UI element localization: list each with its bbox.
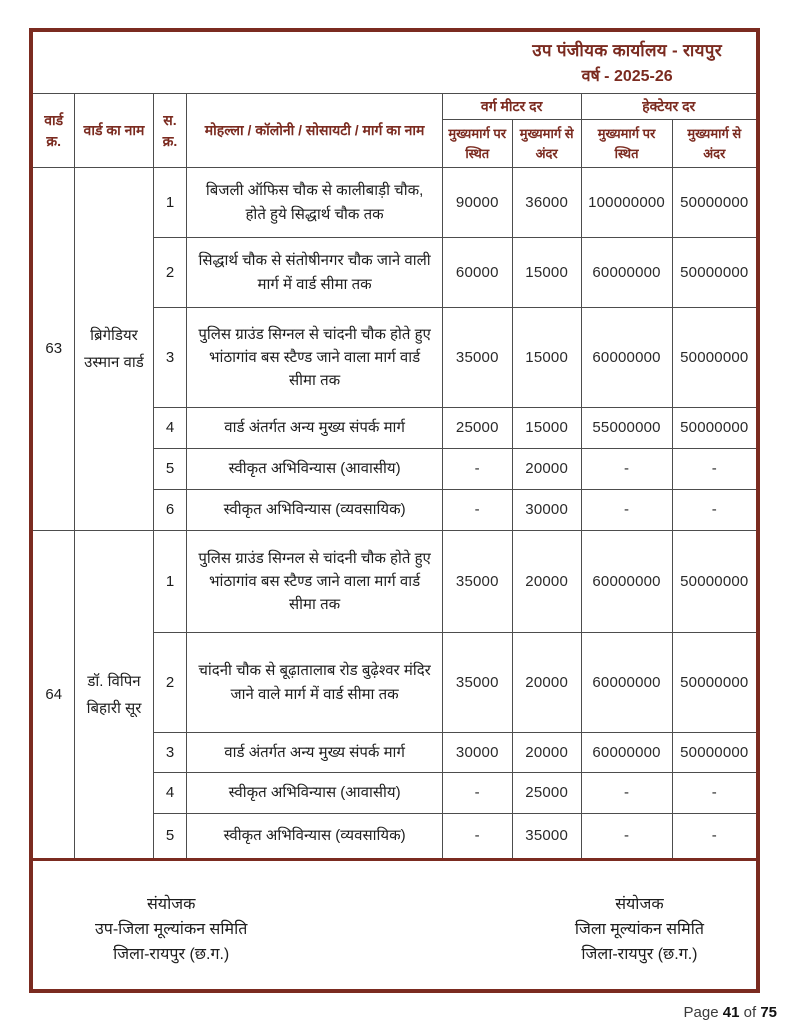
serial-no: 2 <box>153 238 187 308</box>
page-border-frame <box>29 28 760 993</box>
page-current: 41 <box>722 1004 740 1021</box>
year-label: वर्ष - 2025-26 <box>581 68 673 85</box>
sqm-main-rate: 35000 <box>442 531 512 633</box>
signature-right-title: संयोजक <box>615 896 664 913</box>
road-name: चांदनी चौक से बूढ़ातालाब रोड बुढ़ेश्वर मंदिर जाने वाले मार्ग में वार्ड सीमा तक <box>187 633 442 733</box>
serial-no: 3 <box>153 308 187 408</box>
rates-table <box>33 93 756 861</box>
hect-main-rate: - <box>581 773 672 814</box>
hect-inner-rate: 50000000 <box>672 733 756 773</box>
sqm-inner-rate: 35000 <box>512 814 581 860</box>
signature-left-title: संयोजक <box>146 896 196 913</box>
sqm-inner-rate: 20000 <box>512 449 581 490</box>
hect-inner-rate: - <box>672 490 756 531</box>
serial-no: 3 <box>153 733 187 773</box>
sqm-main-rate: 60000 <box>442 238 512 308</box>
sqm-inner-rate: 15000 <box>512 238 581 308</box>
hect-inner-rate: - <box>672 773 756 814</box>
road-name: वार्ड अंतर्गत अन्य मुख्य संपर्क मार्ग <box>187 733 442 773</box>
signature-right-committee: जिला मूल्यांकन समिति <box>574 920 704 938</box>
hect-main-rate: 60000000 <box>581 531 672 633</box>
sqm-main-rate: 35000 <box>442 633 512 733</box>
road-name: सिद्धार्थ चौक से संतोषीनगर चौक जाने वाली मार्ग में वार्ड सीमा तक <box>187 238 442 308</box>
sqm-main-rate: - <box>442 814 512 860</box>
document-header <box>532 38 722 86</box>
sqm-inner-rate: 20000 <box>512 531 581 633</box>
serial-no: 1 <box>153 531 187 633</box>
serial-no: 2 <box>153 633 187 733</box>
signature-section <box>33 893 756 967</box>
hect-inner-rate: 50000000 <box>672 238 756 308</box>
serial-no: 5 <box>153 449 187 490</box>
serial-no: 4 <box>153 773 187 814</box>
col-header-ward-name: वार्ड का नाम <box>75 94 153 168</box>
col-header-hectare-rate: हेक्टेयर दर <box>581 94 756 120</box>
hect-main-rate: - <box>581 449 672 490</box>
sqm-inner-rate: 25000 <box>512 773 581 814</box>
table-row <box>33 168 756 238</box>
table-row <box>33 531 756 633</box>
hect-main-rate: - <box>581 490 672 531</box>
hect-inner-rate: 50000000 <box>672 633 756 733</box>
col-header-ward-no: वार्ड क्र. <box>33 94 75 168</box>
signature-left <box>95 893 247 967</box>
subheader-hect-inner: मुख्यमार्ग से अंदर <box>672 120 756 168</box>
sqm-main-rate: - <box>442 773 512 814</box>
sqm-main-rate: 35000 <box>442 308 512 408</box>
hect-inner-rate: - <box>672 449 756 490</box>
road-name: बिजली ऑफिस चौक से कालीबाड़ी चौक, होते हुये सिद्धार्थ चौक तक <box>187 168 442 238</box>
sqm-main-rate: 30000 <box>442 733 512 773</box>
sqm-inner-rate: 20000 <box>512 633 581 733</box>
subheader-sqm-inner: मुख्यमार्ग से अंदर <box>512 120 581 168</box>
road-name: स्वीकृत अभिविन्यास (व्यवसायिक) <box>187 814 442 860</box>
office-title: उप पंजीयक कार्यालय - रायपुर <box>532 41 722 60</box>
ward-name: डॉ. विपिन बिहारी सूर <box>75 531 153 860</box>
col-header-sqm-rate: वर्ग मीटर दर <box>442 94 581 120</box>
hect-inner-rate: 50000000 <box>672 531 756 633</box>
serial-no: 1 <box>153 168 187 238</box>
sqm-main-rate: 25000 <box>442 408 512 449</box>
ward-number: 64 <box>33 531 75 860</box>
hect-main-rate: 60000000 <box>581 733 672 773</box>
sqm-main-rate: 90000 <box>442 168 512 238</box>
page-prefix: Page <box>683 1004 719 1021</box>
sqm-main-rate: - <box>442 490 512 531</box>
signature-right <box>575 893 704 967</box>
road-name: वार्ड अंतर्गत अन्य मुख्य संपर्क मार्ग <box>187 408 442 449</box>
sqm-main-rate: - <box>442 449 512 490</box>
sqm-inner-rate: 20000 <box>512 733 581 773</box>
col-header-serial: स. क्र. <box>153 94 187 168</box>
hect-main-rate: 60000000 <box>581 308 672 408</box>
ward-number: 63 <box>33 168 75 531</box>
page-total: 75 <box>760 1004 777 1021</box>
sqm-inner-rate: 30000 <box>512 490 581 531</box>
hect-main-rate: 60000000 <box>581 633 672 733</box>
hect-main-rate: 60000000 <box>581 238 672 308</box>
signature-left-committee: उप-जिला मूल्यांकन समिति <box>95 920 248 938</box>
subheader-hect-on-main: मुख्यमार्ग पर स्थित <box>581 120 672 168</box>
serial-no: 4 <box>153 408 187 449</box>
road-name: पुलिस ग्राउंड सिग्नल से चांदनी चौक होते हुए भांठागांव बस स्टैण्ड जाने वाला मार्ग वार्ड सीमा तक <box>187 308 442 408</box>
hect-inner-rate: 50000000 <box>672 308 756 408</box>
signature-right-district: जिला-रायपुर (छ.ग.) <box>581 945 698 963</box>
hect-inner-rate: - <box>672 814 756 860</box>
hect-main-rate: 100000000 <box>581 168 672 238</box>
road-name: स्वीकृत अभिविन्यास (आवासीय) <box>187 449 442 490</box>
road-name: स्वीकृत अभिविन्यास (आवासीय) <box>187 773 442 814</box>
page-number <box>684 1004 777 1021</box>
hect-main-rate: 55000000 <box>581 408 672 449</box>
ward-name: ब्रिगेडियर उस्मान वार्ड <box>75 168 153 531</box>
page-of: of <box>743 1004 757 1021</box>
col-header-road-name: मोहल्ला / कॉलोनी / सोसायटी / मार्ग का नाम <box>187 94 442 168</box>
subheader-sqm-on-main: मुख्यमार्ग पर स्थित <box>442 120 512 168</box>
road-name: स्वीकृत अभिविन्यास (व्यवसायिक) <box>187 490 442 531</box>
serial-no: 5 <box>153 814 187 860</box>
sqm-inner-rate: 15000 <box>512 408 581 449</box>
serial-no: 6 <box>153 490 187 531</box>
hect-main-rate: - <box>581 814 672 860</box>
hect-inner-rate: 50000000 <box>672 408 756 449</box>
sqm-inner-rate: 36000 <box>512 168 581 238</box>
signature-left-district: जिला-रायपुर (छ.ग.) <box>113 945 230 963</box>
hect-inner-rate: 50000000 <box>672 168 756 238</box>
road-name: पुलिस ग्राउंड सिग्नल से चांदनी चौक होते हुए भांठागांव बस स्टैण्ड जाने वाला मार्ग वार्ड सीमा तक <box>187 531 442 633</box>
sqm-inner-rate: 15000 <box>512 308 581 408</box>
